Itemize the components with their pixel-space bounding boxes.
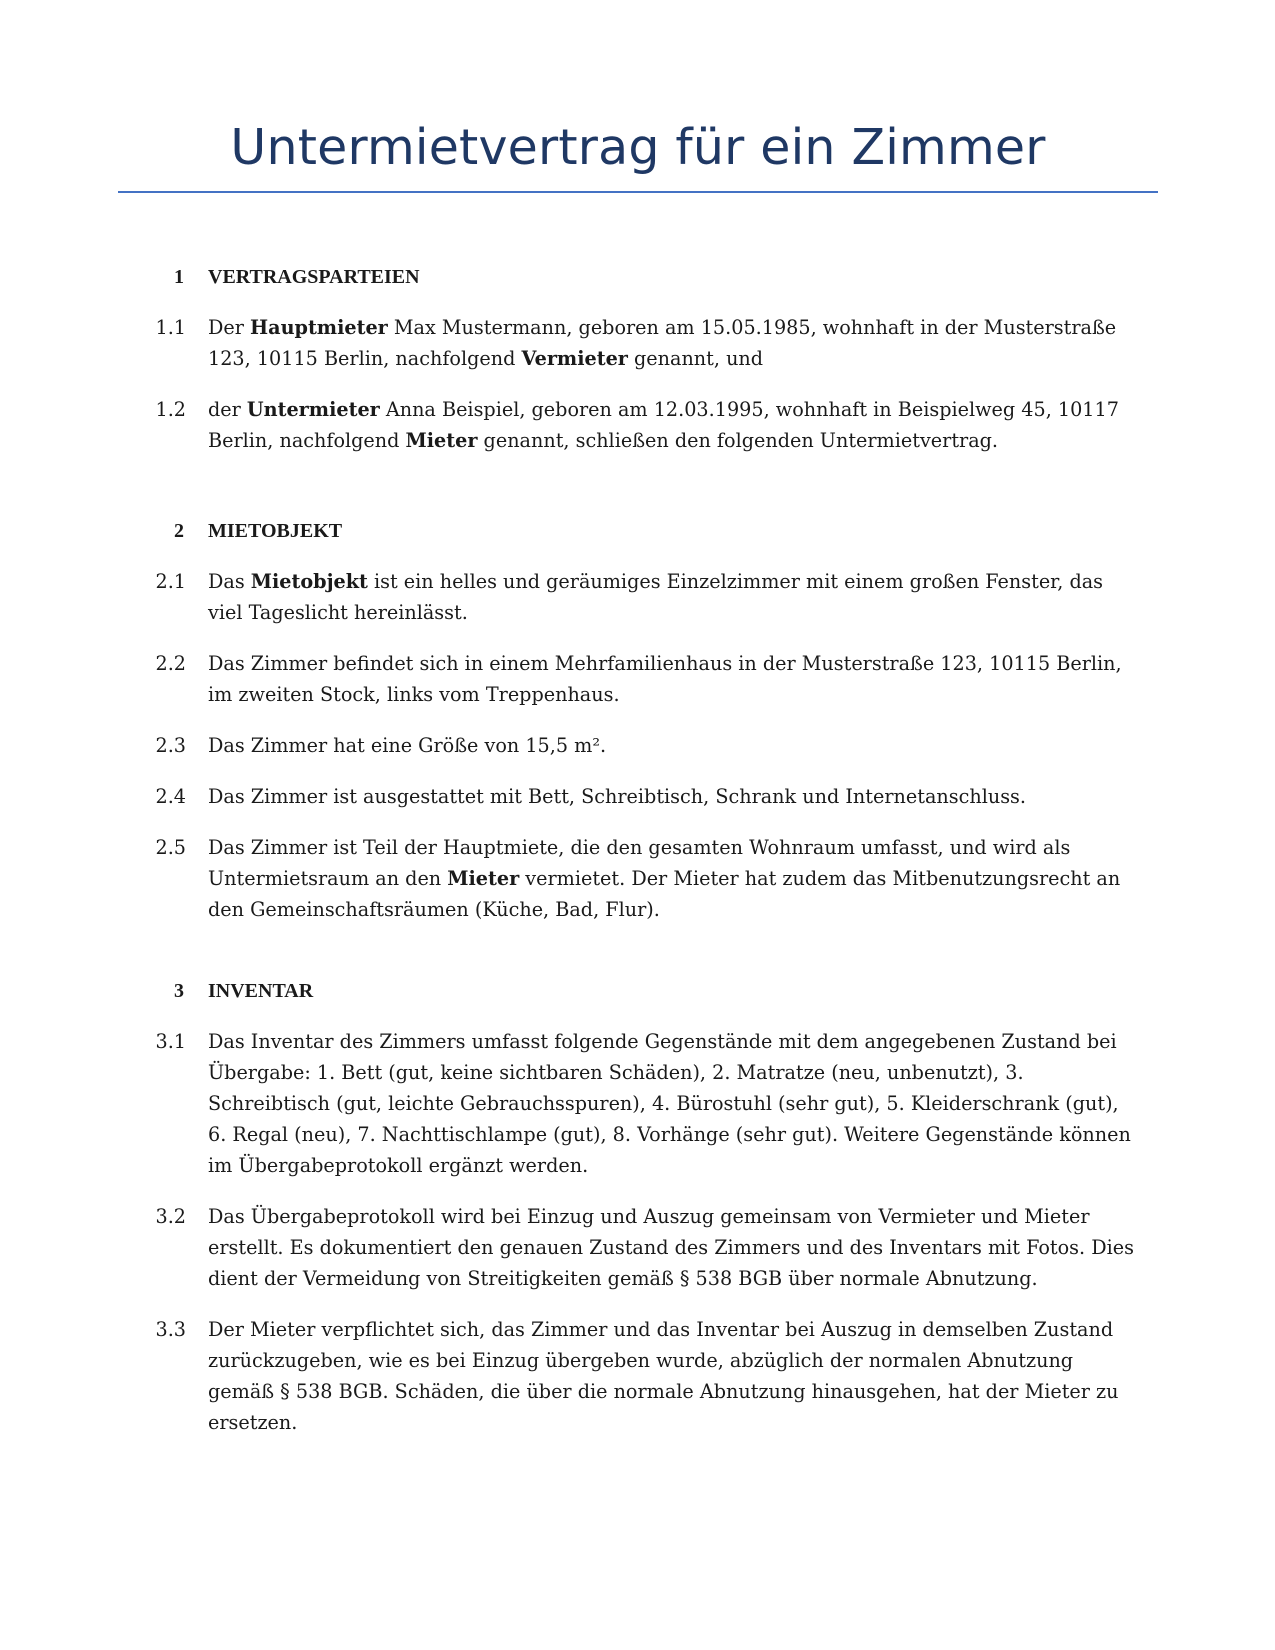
clause (0, 394, 1275, 456)
clause-text-run: ist ein helles und geräumiges Einzelzimmer mit einem großen Fenster, das viel Tageslicht hereinlässt. (208, 570, 1104, 624)
clause (0, 566, 1275, 628)
section-title: INVENTAR (208, 980, 314, 1002)
clause-text-run: Max Mustermann, geboren am 15.05.1985, wohnhaft in der Musterstraße 123, 10115 Berlin, nachfolgend (208, 316, 1117, 370)
clause-number: 2.4 (155, 785, 186, 808)
clause-text-run: Anna Beispiel, geboren am 12.03.1995, wohnhaft in Beispielweg 45, 10117 Berlin, nachfolgend (208, 398, 1119, 452)
clause-text (208, 648, 1138, 710)
clause (0, 730, 1275, 761)
clause-text-run: vermietet. Der Mieter hat zudem das Mitbenutzungsrecht an den Gemeinschaftsräumen (Küche, Bad, Flur). (208, 867, 1121, 921)
clause-text (208, 832, 1138, 925)
document-title: Untermietvertrag für ein Zimmer (230, 119, 1046, 176)
clause-number: 2.3 (155, 734, 186, 757)
clause-text-run: Das Zimmer ist Teil der Hauptmiete, die den gesamten Wohnraum umfasst, und wird als Untermietsraum an den (208, 836, 1071, 890)
clause-text-run: Das Zimmer hat eine Größe von 15,5 m². (208, 734, 607, 757)
clause-text-run: Das (208, 570, 251, 593)
section-number: 1 (174, 266, 184, 288)
clause-text (208, 394, 1138, 456)
section-mietobjekt (0, 516, 1275, 925)
clause-text-run: Das Zimmer befindet sich in einem Mehrfamilienhaus in der Musterstraße 123, 10115 Berlin, im zweiten Stock, links vom Treppenhaus. (208, 652, 1122, 706)
clause-number: 2.1 (155, 570, 186, 593)
clause-number: 1.1 (155, 316, 186, 339)
clause-text (208, 1026, 1138, 1181)
clause-text-run: Das Zimmer ist ausgestattet mit Bett, Schreibtisch, Schrank und Internetanschluss. (208, 785, 1026, 808)
clause-bold-term: Vermieter (521, 347, 628, 370)
section-heading (0, 976, 1275, 1006)
clause-number: 3.1 (155, 1030, 186, 1053)
clause-bold-term: Mietobjekt (250, 570, 368, 593)
clause (0, 648, 1275, 710)
clause-bold-term: Untermieter (246, 398, 380, 421)
clause-number: 3.3 (155, 1318, 186, 1341)
clause (0, 832, 1275, 925)
title-underline (118, 191, 1158, 193)
clause-text (208, 781, 1138, 812)
clause-text-run: genannt, schließen den folgenden Untermietvertrag. (477, 429, 999, 452)
section-title: VERTRAGSPARTEIEN (208, 266, 420, 288)
clause-text-run: Der Mieter verpflichtet sich, das Zimmer und das Inventar bei Auszug in demselben Zustand zurückzugeben, wie es bei Einzug übergeben wurde, abzüglich der normalen Abnutzung gemäß § 538 BGB. Schäden, die über die normale Abnutzung hinausgehen, hat der Mieter zu ersetzen. (208, 1318, 1119, 1434)
clause-number: 1.2 (155, 398, 186, 421)
clause-text (208, 1201, 1138, 1294)
clause-bold-term: Mieter (447, 867, 520, 890)
clause (0, 312, 1275, 374)
section-inventar (0, 976, 1275, 1438)
clause-text (208, 1314, 1138, 1438)
clause-number: 3.2 (155, 1205, 186, 1228)
clause-text-run: Das Übergabeprotokoll wird bei Einzug und Auszug gemeinsam von Vermieter und Mieter erstellt. Es dokumentiert den genauen Zustand des Zimmers und des Inventars mit Fotos. Dies dient der Vermeidung von Streitigkeiten gemäß § 538 BGB über normale Abnutzung. (208, 1205, 1134, 1290)
clause (0, 1026, 1275, 1181)
section-heading (0, 516, 1275, 546)
section-number: 2 (174, 520, 184, 542)
clause-number: 2.5 (155, 836, 186, 859)
clause (0, 1201, 1275, 1294)
clause-bold-term: Mieter (405, 429, 478, 452)
clause-number: 2.2 (155, 652, 186, 675)
clause (0, 781, 1275, 812)
clause-text (208, 566, 1138, 628)
section-vertragsparteien (0, 262, 1275, 456)
clause-text-run: genannt, und (627, 347, 764, 370)
clause-text-run: der (208, 398, 247, 421)
clause-text (208, 730, 1138, 761)
clause-text-run: Der (208, 316, 251, 339)
clause (0, 1314, 1275, 1438)
clause-text (208, 312, 1138, 374)
clause-text-run: Das Inventar des Zimmers umfasst folgende Gegenstände mit dem angegebenen Zustand bei Übergabe: 1. Bett (gut, keine sichtbaren Schäden), 2. Matratze (neu, unbenutzt), 3. Schreibtisch (gut, leichte Gebrauchsspuren), 4. Bürostuhl (sehr gut), 5. Kleiderschrank (gut), 6. Regal (neu), 7. Nachttischlampe (gut), 8. Vorhänge (sehr gut). Weitere Gegenstände können im Übergabeprotokoll ergänzt werden. (208, 1030, 1131, 1177)
section-title: MIETOBJEKT (208, 520, 343, 542)
section-heading (0, 262, 1275, 292)
section-number: 3 (174, 980, 184, 1002)
clause-bold-term: Hauptmieter (250, 316, 388, 339)
